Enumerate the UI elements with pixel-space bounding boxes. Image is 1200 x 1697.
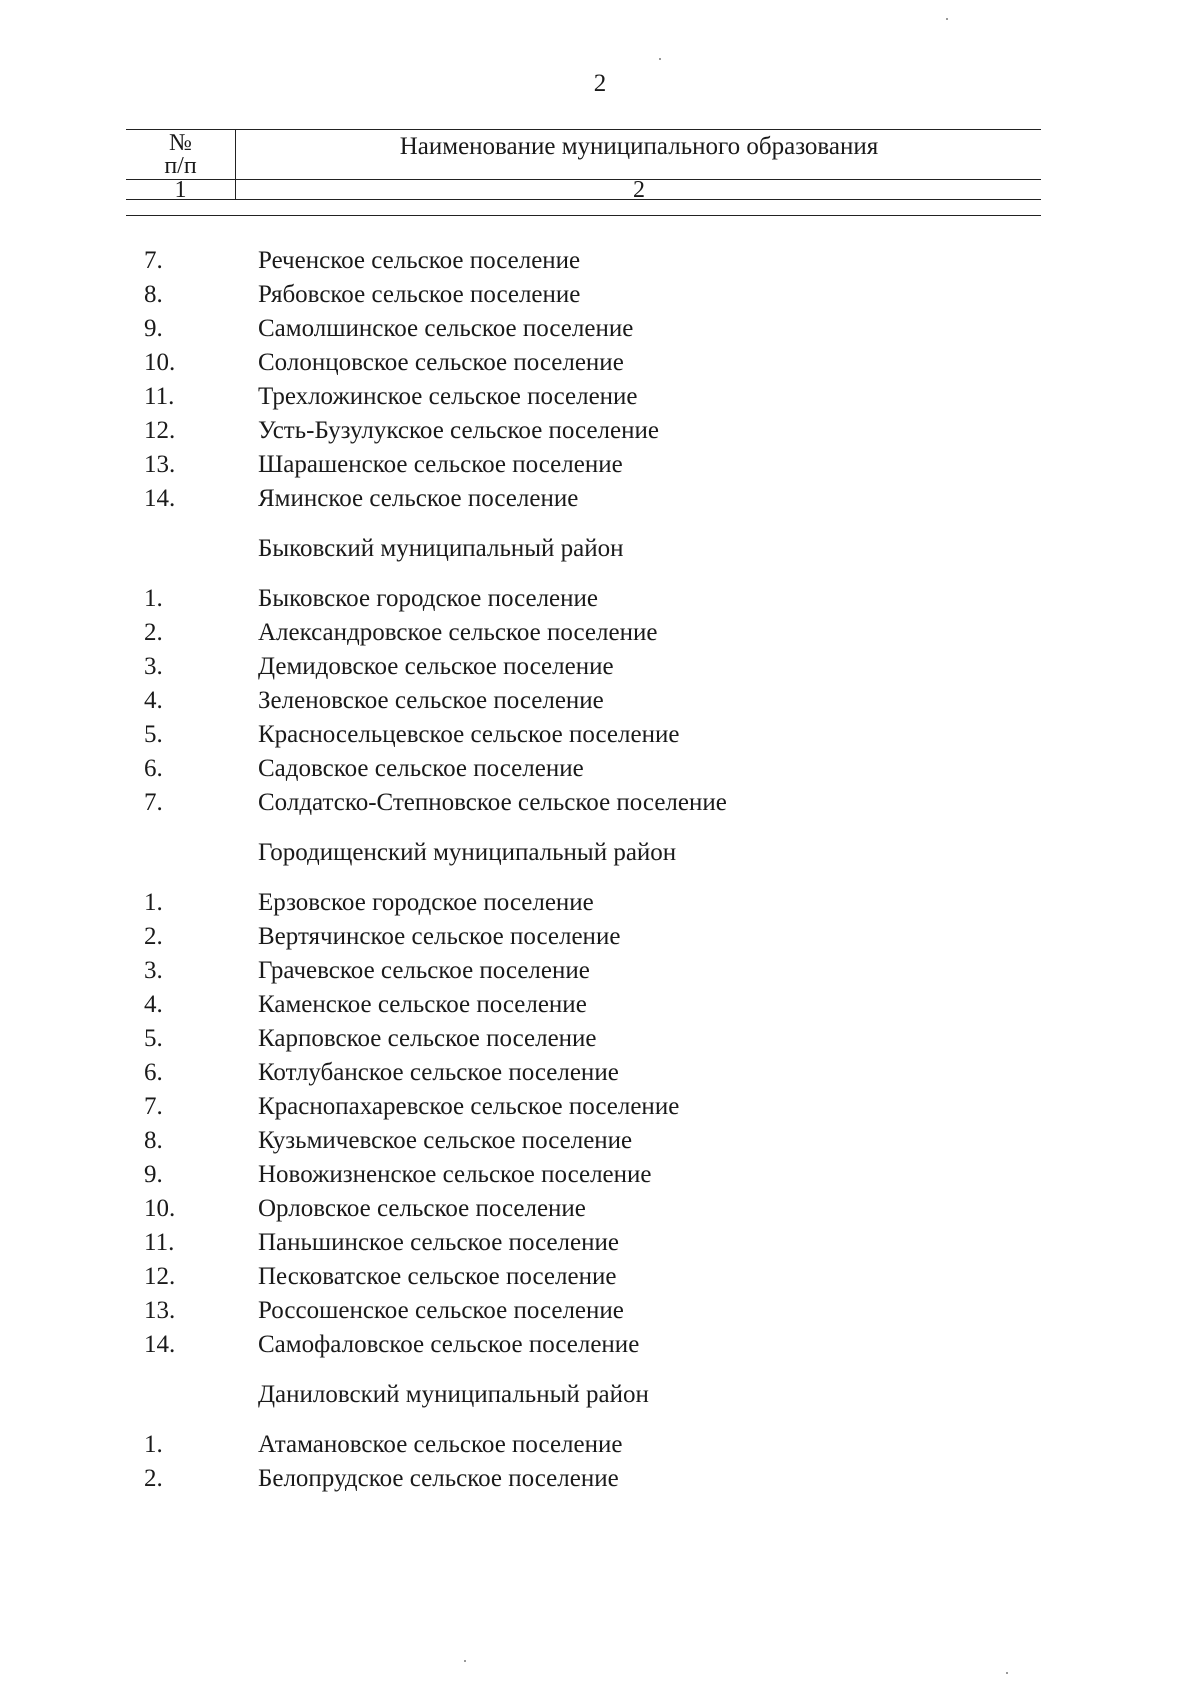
- item-number: 11.: [144, 1229, 175, 1256]
- list-item: [0, 1192, 1200, 1226]
- item-number: 1.: [144, 585, 163, 612]
- header-base-rule: [126, 215, 1041, 216]
- item-name: Новожизненское сельское поселение: [258, 1161, 652, 1188]
- district-title: Даниловский муниципальный район: [258, 1381, 649, 1408]
- item-name: Солонцовское сельское поселение: [258, 349, 624, 376]
- list-item: [0, 786, 1200, 820]
- item-number: 4.: [144, 687, 163, 714]
- item-number: 14.: [144, 1331, 176, 1358]
- item-name: Атамановское сельское поселение: [258, 1431, 623, 1458]
- item-number: 4.: [144, 991, 163, 1018]
- list-item: [0, 616, 1200, 650]
- list-item: [0, 1428, 1200, 1462]
- header-col2-index: 2: [633, 177, 645, 203]
- section-continuation: [0, 244, 1200, 516]
- list-item: [0, 988, 1200, 1022]
- list-item: [0, 684, 1200, 718]
- item-number: 5.: [144, 1025, 163, 1052]
- list-item: [0, 1294, 1200, 1328]
- item-number: 5.: [144, 721, 163, 748]
- list-item: [0, 752, 1200, 786]
- item-name: Котлубанское сельское поселение: [258, 1059, 619, 1086]
- list-item: [0, 448, 1200, 482]
- item-number: 10.: [144, 349, 176, 376]
- item-number: 1.: [144, 889, 163, 916]
- item-number: 13.: [144, 451, 176, 478]
- item-number: 7.: [144, 789, 163, 816]
- list-item: [0, 1328, 1200, 1362]
- page-number: 2: [593, 70, 607, 97]
- item-name: Шарашенское сельское поселение: [258, 451, 623, 478]
- header-col1-label-line2: п/п: [164, 153, 197, 179]
- item-name: Быковское городское поселение: [258, 585, 598, 612]
- header-column-divider: [235, 129, 236, 199]
- list-item: [0, 582, 1200, 616]
- item-name: Трехложинское сельское поселение: [258, 383, 638, 410]
- item-number: 2.: [144, 923, 163, 950]
- item-number: 8.: [144, 1127, 163, 1154]
- list-item: [0, 482, 1200, 516]
- list-item: [0, 278, 1200, 312]
- municipality-list: [0, 244, 1200, 1496]
- item-name: Ерзовское городское поселение: [258, 889, 594, 916]
- list-item: [0, 1090, 1200, 1124]
- item-number: 12.: [144, 1263, 176, 1290]
- item-name: Карповское сельское поселение: [258, 1025, 597, 1052]
- list-item: [0, 718, 1200, 752]
- item-number: 7.: [144, 247, 163, 274]
- section-gorodishchensky: [0, 820, 1200, 1362]
- list-item: [0, 244, 1200, 278]
- item-name: Каменское сельское поселение: [258, 991, 587, 1018]
- section-danilovsky: [0, 1362, 1200, 1496]
- header-top-rule: [126, 129, 1041, 130]
- list-item: [0, 1462, 1200, 1496]
- item-number: 8.: [144, 281, 163, 308]
- item-number: 10.: [144, 1195, 176, 1222]
- item-name: Краснопахаревское сельское поселение: [258, 1093, 680, 1120]
- list-item: [0, 1056, 1200, 1090]
- item-number: 6.: [144, 755, 163, 782]
- district-title: Быковский муниципальный район: [258, 535, 624, 562]
- item-name: Яминское сельское поселение: [258, 485, 579, 512]
- item-name: Реченское сельское поселение: [258, 247, 581, 274]
- list-item: [0, 920, 1200, 954]
- item-number: 3.: [144, 653, 163, 680]
- header-col2-label: Наименование муниципального образования: [399, 133, 879, 160]
- section-bykovsky: [0, 516, 1200, 820]
- item-name: Александровское сельское поселение: [258, 619, 658, 646]
- scan-speck: [659, 58, 661, 60]
- list-item: [0, 312, 1200, 346]
- item-number: 2.: [144, 619, 163, 646]
- district-title: Городищенский муниципальный район: [258, 839, 677, 866]
- list-item: [0, 1226, 1200, 1260]
- item-number: 11.: [144, 383, 175, 410]
- item-name: Солдатско-Степновское сельское поселение: [258, 789, 727, 816]
- item-name: Белопрудское сельское поселение: [258, 1465, 619, 1492]
- item-number: 2.: [144, 1465, 163, 1492]
- header-col1-index: 1: [174, 177, 187, 203]
- scan-speck: [946, 18, 948, 20]
- list-item: [0, 1158, 1200, 1192]
- item-name: Садовское сельское поселение: [258, 755, 584, 782]
- item-name: Орловское сельское поселение: [258, 1195, 586, 1222]
- list-item: [0, 346, 1200, 380]
- list-item: [0, 954, 1200, 988]
- item-name: Россошенское сельское поселение: [258, 1297, 624, 1324]
- header-col1-label-line1: №: [169, 130, 192, 156]
- item-number: 9.: [144, 1161, 163, 1188]
- list-item: [0, 650, 1200, 684]
- item-number: 13.: [144, 1297, 176, 1324]
- item-number: 9.: [144, 315, 163, 342]
- item-name: Самолшинское сельское поселение: [258, 315, 634, 342]
- item-name: Песковатское сельское поселение: [258, 1263, 617, 1290]
- item-number: 7.: [144, 1093, 163, 1120]
- item-number: 3.: [144, 957, 163, 984]
- item-name: Грачевское сельское поселение: [258, 957, 590, 984]
- item-name: Паньшинское сельское поселение: [258, 1229, 619, 1256]
- item-number: 14.: [144, 485, 176, 512]
- item-number: 6.: [144, 1059, 163, 1086]
- scan-speck: [1006, 1672, 1008, 1674]
- list-item: [0, 414, 1200, 448]
- item-name: Демидовское сельское поселение: [258, 653, 614, 680]
- item-name: Кузьмичевское сельское поселение: [258, 1127, 633, 1154]
- list-item: [0, 380, 1200, 414]
- item-name: Рябовское сельское поселение: [258, 281, 581, 308]
- item-name: Зеленовское сельское поселение: [258, 687, 604, 714]
- item-name: Красносельцевское сельское поселение: [258, 721, 680, 748]
- item-name: Вертячинское сельское поселение: [258, 923, 621, 950]
- list-item: [0, 886, 1200, 920]
- item-number: 12.: [144, 417, 176, 444]
- item-name: Усть-Бузулукское сельское поселение: [258, 417, 659, 444]
- list-item: [0, 1260, 1200, 1294]
- item-name: Самофаловское сельское поселение: [258, 1331, 640, 1358]
- item-number: 1.: [144, 1431, 163, 1458]
- list-item: [0, 1124, 1200, 1158]
- scan-speck: [464, 1660, 466, 1662]
- list-item: [0, 1022, 1200, 1056]
